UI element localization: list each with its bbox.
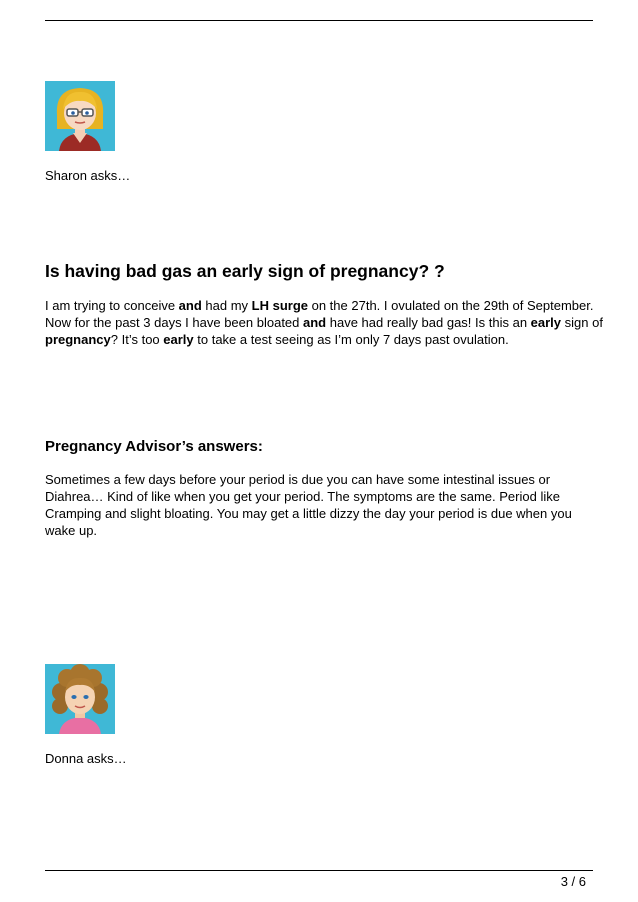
answer-body: Sometimes a few days before your period is due you can have some intestinal issues or Diahrea… Kind of like when you get your period. The symptoms are the same. Period like Cramping and slight bloating. You may get a little dizzy the day your period is due when you wake up.	[45, 472, 572, 538]
question-title: Is having bad gas an early sign of pregnancy? ?	[45, 261, 445, 281]
question-body-text: had my	[201, 298, 252, 313]
sharon-avatar-icon	[45, 81, 115, 151]
question-body-text: have had really bad gas! Is this an	[326, 315, 531, 330]
question-body-emphasis: and	[178, 298, 202, 313]
question-body-emphasis: early	[530, 315, 562, 330]
question-body-text: ? It’s too	[110, 332, 164, 347]
answers-heading: Pregnancy Advisor’s answers:	[45, 438, 263, 455]
sharon-asks-label: Sharon asks…	[45, 168, 131, 183]
question-body-text: sign of	[561, 315, 603, 330]
header-rule	[45, 20, 593, 21]
donna-asks-label: Donna asks…	[45, 751, 127, 766]
donna-avatar-icon	[45, 664, 115, 734]
question-body-emphasis: pregnancy	[45, 332, 111, 347]
question-body-text: I am trying to conceive	[45, 298, 179, 313]
question-body-emphasis: and	[303, 315, 327, 330]
question-body-emphasis: LH surge	[251, 298, 308, 313]
question-body-emphasis: early	[163, 332, 194, 347]
page-number: 3 / 6	[560, 874, 586, 889]
footer-rule	[45, 870, 593, 871]
question-body-text: on the 27th. I ovulated on the 29th of September. Now for the past 3 days I have been bloated	[45, 298, 594, 330]
question-body	[45, 297, 605, 348]
question-body-text: to take a test seeing as I’m only 7 days past ovulation.	[193, 332, 509, 347]
